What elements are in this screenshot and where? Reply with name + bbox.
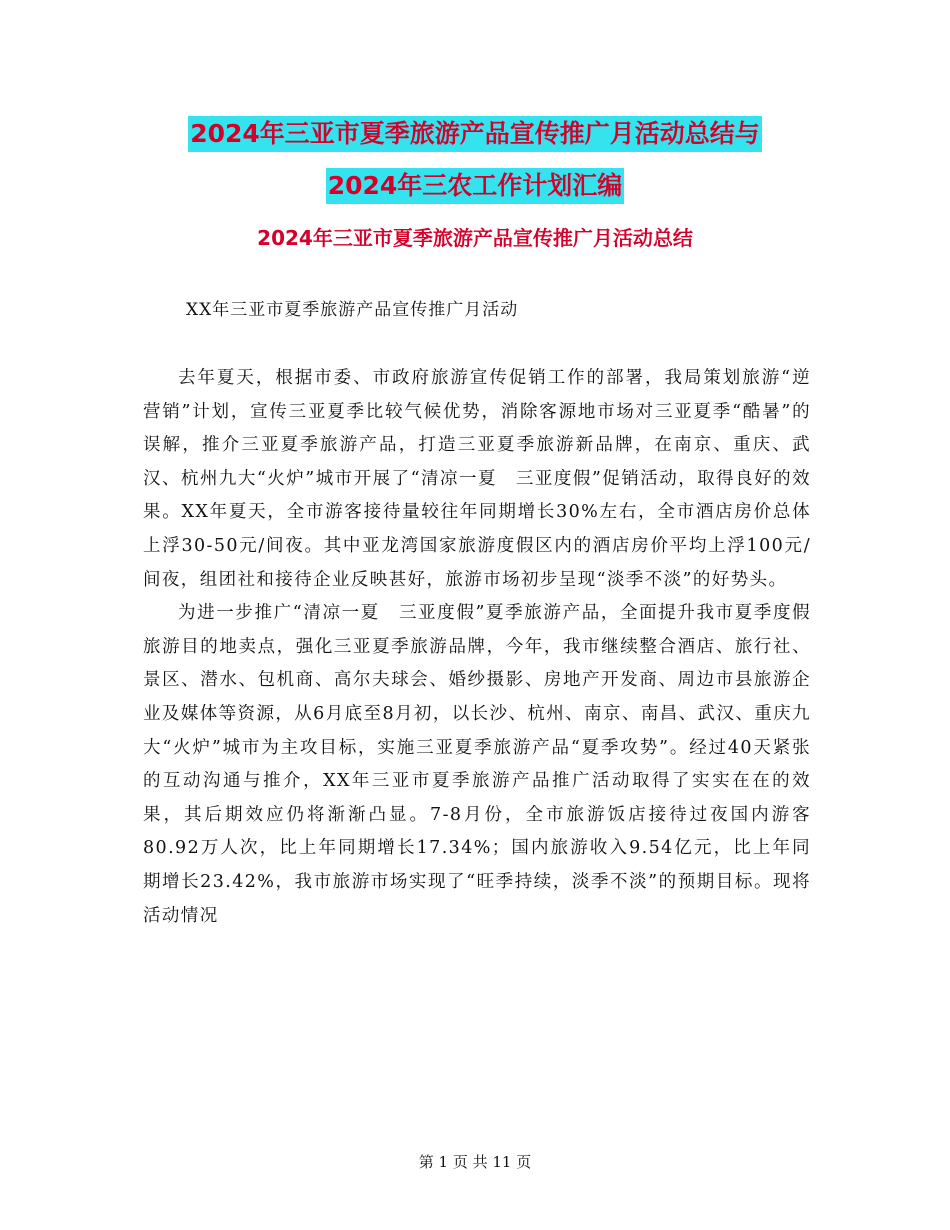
section-subtitle: XX年三亚市夏季旅游产品宣传推广月活动 (186, 300, 519, 320)
paragraph-2: 为进一步推广“清凉一夏 三亚度假”夏季旅游产品，全面提升我市夏季度假旅游目的地卖点，强化三亚夏季旅游品牌，今年，我市继续整合酒店、旅行社、景区、潜水、包机商、高尔夫球会、婚纱摄影、房地产开发商、周边市县旅游企业及媒体等资源，从6月底至8月初，以长沙、杭州、南京、南昌、武汉、重庆九大“火炉”城市为主攻目标，实施三亚夏季旅游产品“夏季攻势”。经过40天紧张的互动沟通与推介，XX年三亚市夏季旅游产品推广活动取得了实实在在的效果，其后期效应仍将渐渐凸显。7-8月份，全市旅游饭店接待过夜国内游客80.92万人次，比上年同期增长17.34%；国内旅游收入9.54亿元，比上年同期增长23.42%，我市旅游市场实现了“旺季持续，淡季不淡”的预期目标。现将活动情况 (143, 603, 811, 926)
main-title-line-2: 2024年三农工作计划汇编 (326, 168, 625, 204)
body-text (143, 362, 811, 933)
document-main-title (0, 108, 950, 212)
section-title: 2024年三亚市夏季旅游产品宣传推广月活动总结 (257, 226, 693, 250)
main-title-line-1: 2024年三亚市夏季旅游产品宣传推广月活动总结与 (188, 116, 762, 152)
paragraph-1: 去年夏天，根据市委、市政府旅游宣传促销工作的部署，我局策划旅游“逆营销”计划，宣传三亚夏季比较气候优势，消除客源地市场对三亚夏季“酷暑”的误解，推介三亚夏季旅游产品，打造三亚夏季旅游新品牌，在南京、重庆、武汉、杭州九大“火炉”城市开展了“清凉一夏 三亚度假”促销活动，取得良好的效果。XX年夏天，全市游客接待量较往年同期增长30%左右，全市酒店房价总体上浮30-50元/间夜。其中亚龙湾国家旅游度假区内的酒店房价平均上浮100元/间夜，组团社和接待企业反映甚好，旅游市场初步呈现“淡季不淡”的好势头。 (143, 368, 811, 590)
page-footer: 第 1 页 共 11 页 (418, 1153, 532, 1171)
